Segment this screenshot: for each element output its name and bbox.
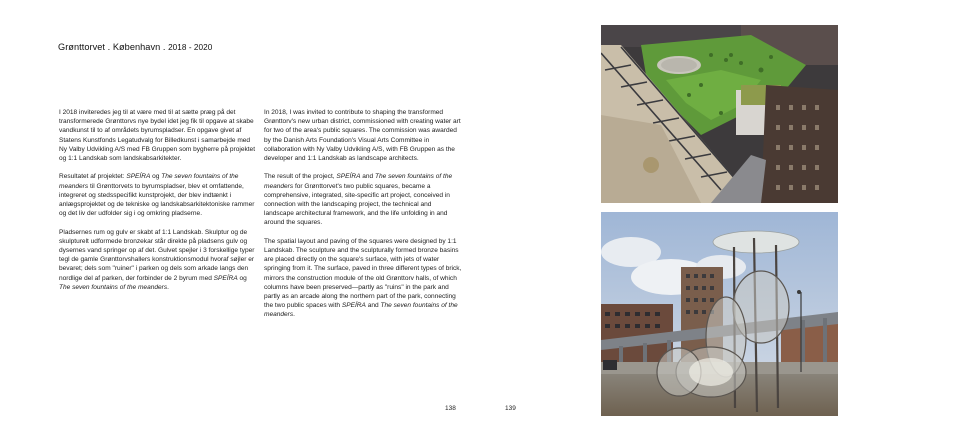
artwork-title: SPEÍRA <box>341 302 366 310</box>
text: og <box>237 274 247 282</box>
artwork-title: SPEÍRA <box>336 173 361 181</box>
title-text: Grønttorvet . København . <box>58 42 169 52</box>
danish-paragraph-3 <box>59 228 257 292</box>
text: Pladsernes rum og gulv er skabt af 1:1 Landskab. Skulptur og de skulpturelt udformede bronzekar står direkte på pladsens gulv og dysernes vand springer op af det. Gulvet spejler i 3 forskellige typer tegl de gamle Grønttorvshallers konstruktionsmodul hvoraf søjler er bevaret; dels som "ruiner" i parken og dels som arkade langs den nordlige del af parken, der forbinder de 2 byrum med <box>59 228 255 282</box>
text: og <box>150 173 162 181</box>
artwork-title: The seven fountains of the meanders <box>264 173 453 190</box>
text: . <box>167 283 169 291</box>
artwork-title: The seven fountains of the meanders <box>59 173 239 190</box>
artwork-title: SPEÍRA <box>213 274 238 282</box>
danish-text-column <box>59 108 257 301</box>
sculpture-image <box>601 212 838 416</box>
english-text-column <box>264 108 462 329</box>
artwork-title: The seven fountains of the meanders <box>264 302 458 319</box>
text: and <box>365 302 381 310</box>
artwork-title: The seven fountains of the meanders <box>59 283 168 291</box>
english-paragraph-1: In 2018, I was invited to contribute to shaping the transformed Grønttorv's new urban district, commissioned with creating water art for two of the area's public squares. The commission was awarded by the Danish Arts Foundation's Visual Arts Committee in collaboration with Ny Valby Udvikling A/S, with FB Gruppen as the developer and 1:1 Landskab as landscape architects. <box>264 109 461 163</box>
sculpture-photo <box>601 212 838 416</box>
english-paragraph-3 <box>264 237 462 320</box>
english-paragraph-2 <box>264 172 462 227</box>
title-years: 2018 - 2020 <box>168 43 213 52</box>
danish-paragraph-1: I 2018 inviteredes jeg til at være med til at sætte præg på det transformerede Grønttorvs nye bydel idet jeg fik til opgave at skabe vandkunst til to af områdets byrumspladser. En opgave givet af Statens Kunstfonds Legatudvalg for Billedkunst i samarbejde med Ny Valby Udvikling A/S med FB Gruppen som bygherre på projektet og 1:1 Landskab som landskabsarkitekter. <box>59 109 256 163</box>
text: The spatial layout and paving of the squares were designed by 1:1 Landskab. The sculpture and the sculpturally formed bronze basins are placed directly on the square's surface, with jets of water springing from it. The surface, paved in three different types of brick, mirrors the construction module of the old Grønttorv halls, of which columns have been preserved—partly as "ruins" in the park and partly as an arcade along the northern part of the park, connecting the two public spaces with <box>264 237 462 310</box>
page-number-right: 139 <box>505 405 516 412</box>
text: Resultatet af projektet: <box>59 173 127 181</box>
aerial-park-photo <box>601 25 838 203</box>
text: for Grønttorvet's two public squares, became a comprehensive, integrated, site-specific art project, conceived in connection with the landscaping project, the technical and landscape architectural framework, and the life unfolding in and around the squares. <box>264 182 450 227</box>
text: The result of the project, <box>264 173 337 181</box>
page-title <box>58 42 212 52</box>
page-number-left: 138 <box>445 405 456 412</box>
artwork-title: SPEÍRA <box>126 173 151 181</box>
danish-paragraph-2 <box>59 172 257 218</box>
text: and <box>360 173 375 181</box>
aerial-park-image <box>601 25 838 203</box>
text: til Grønttorvets to byrumspladser, blev et omfattende, integreret og stedsspecifikt kunstprojekt, der blev indtænkt i anlægsprojektet og de tekniske og landskabsarkitektoniske rammer og det liv der udfolder sig i og omkring pladserne. <box>59 182 255 218</box>
text: . <box>293 311 295 319</box>
